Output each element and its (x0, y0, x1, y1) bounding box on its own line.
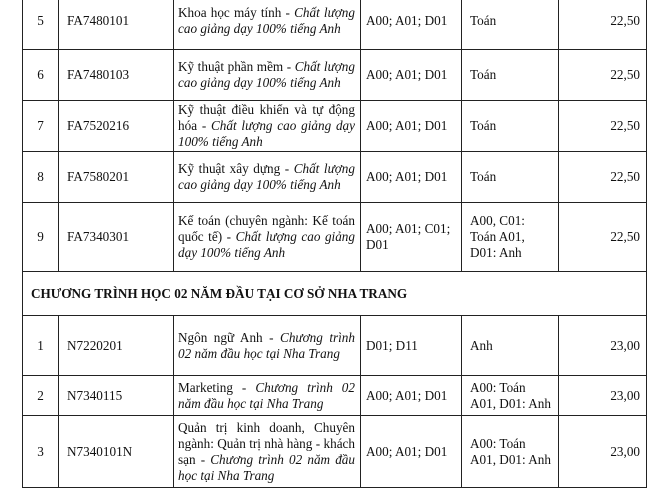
table-row (23, 203, 647, 272)
admission-score: 23,00 (559, 376, 647, 416)
row-number: 5 (23, 0, 59, 50)
program-note: Chất lượng cao giảng dạy 100% tiếng Anh (178, 229, 355, 260)
main-subject: Toán (462, 101, 559, 152)
major-name-text: Quản trị kinh doanh, Chuyên ngành: Quản trị nhà hàng - khách sạn - (178, 419, 355, 467)
major-code: FA7520216 (59, 101, 174, 152)
program-note: Chất lượng cao giảng dạy 100% tiếng Anh (178, 59, 355, 90)
row-number: 6 (23, 50, 59, 101)
row-number: 8 (23, 152, 59, 203)
table-row (23, 0, 647, 50)
subject-combination: A00; A01; D01 (361, 101, 462, 152)
major-name-text: Kỹ thuật xây dựng - (178, 161, 294, 176)
subject-combination: A00; A01; D01 (361, 152, 462, 203)
major-name (174, 152, 361, 203)
major-name (174, 376, 361, 416)
major-name-text: Ngôn ngữ Anh - (178, 329, 281, 345)
admission-score: 22,50 (559, 101, 647, 152)
subject-combination: A00; A01; D01 (361, 0, 462, 50)
major-name-text: Kỹ thuật phần mềm - (178, 59, 295, 74)
table-row (23, 50, 647, 101)
table-row (23, 152, 647, 203)
admission-score: 22,50 (559, 152, 647, 203)
table-row (23, 316, 647, 376)
major-code: N7220201 (59, 316, 174, 376)
program-note: Chất lượng cao giảng dạy 100% tiếng Anh (178, 161, 355, 192)
major-name-text: Marketing - (178, 379, 256, 395)
row-number: 3 (23, 416, 59, 488)
major-name (174, 50, 361, 101)
table-row (23, 101, 647, 152)
program-note: Chất lượng cao giảng dạy 100% tiếng Anh (178, 118, 355, 149)
admission-score: 23,00 (559, 316, 647, 376)
row-number: 9 (23, 203, 59, 272)
program-note: Chương trình 02 năm đầu học tại Nha Trang (178, 379, 355, 411)
program-note: Chương trình 02 năm đầu học tại Nha Trang (178, 451, 355, 483)
major-code: N7340101N (59, 416, 174, 488)
major-name (174, 316, 361, 376)
major-name-text: Khoa học máy tính - (178, 5, 295, 20)
program-note: Chất lượng cao giảng dạy 100% tiếng Anh (178, 5, 355, 36)
section-title: CHƯƠNG TRÌNH HỌC 02 NĂM ĐẦU TẠI CƠ SỞ NHA TRANG (23, 272, 647, 316)
row-number: 1 (23, 316, 59, 376)
main-subject: Toán (462, 152, 559, 203)
major-name (174, 101, 361, 152)
major-name-text: Kỹ thuật điều khiển và tự động hóa - (178, 102, 355, 133)
major-code: FA7580201 (59, 152, 174, 203)
main-subject: A00, C01: Toán A01, D01: Anh (462, 203, 559, 272)
admission-score: 22,50 (559, 50, 647, 101)
subject-combination: A00; A01; D01 (361, 376, 462, 416)
program-note: Chương trình 02 năm đầu học tại Nha Trang (178, 329, 355, 361)
major-code: FA7480103 (59, 50, 174, 101)
major-code: FA7340301 (59, 203, 174, 272)
major-name (174, 0, 361, 50)
subject-combination: A00; A01; C01; D01 (361, 203, 462, 272)
table-row (23, 376, 647, 416)
major-code: FA7480101 (59, 0, 174, 50)
major-name (174, 203, 361, 272)
subject-combination: A00; A01; D01 (361, 50, 462, 101)
main-subject: Toán (462, 50, 559, 101)
admission-score: 22,50 (559, 203, 647, 272)
admission-score: 22,50 (559, 0, 647, 50)
main-subject: Toán (462, 0, 559, 50)
admission-score: 23,00 (559, 416, 647, 488)
subject-combination: A00; A01; D01 (361, 416, 462, 488)
admission-score-table (22, 0, 647, 488)
section-header-row (23, 272, 647, 316)
table-row (23, 416, 647, 488)
main-subject: Anh (462, 316, 559, 376)
major-code: N7340115 (59, 376, 174, 416)
subject-combination: D01; D11 (361, 316, 462, 376)
row-number: 7 (23, 101, 59, 152)
main-subject: A00: Toán A01, D01: Anh (462, 416, 559, 488)
main-subject: A00: Toán A01, D01: Anh (462, 376, 559, 416)
major-name-text: Kế toán (chuyên ngành: Kế toán quốc tế) - (178, 213, 355, 244)
row-number: 2 (23, 376, 59, 416)
major-name (174, 416, 361, 488)
